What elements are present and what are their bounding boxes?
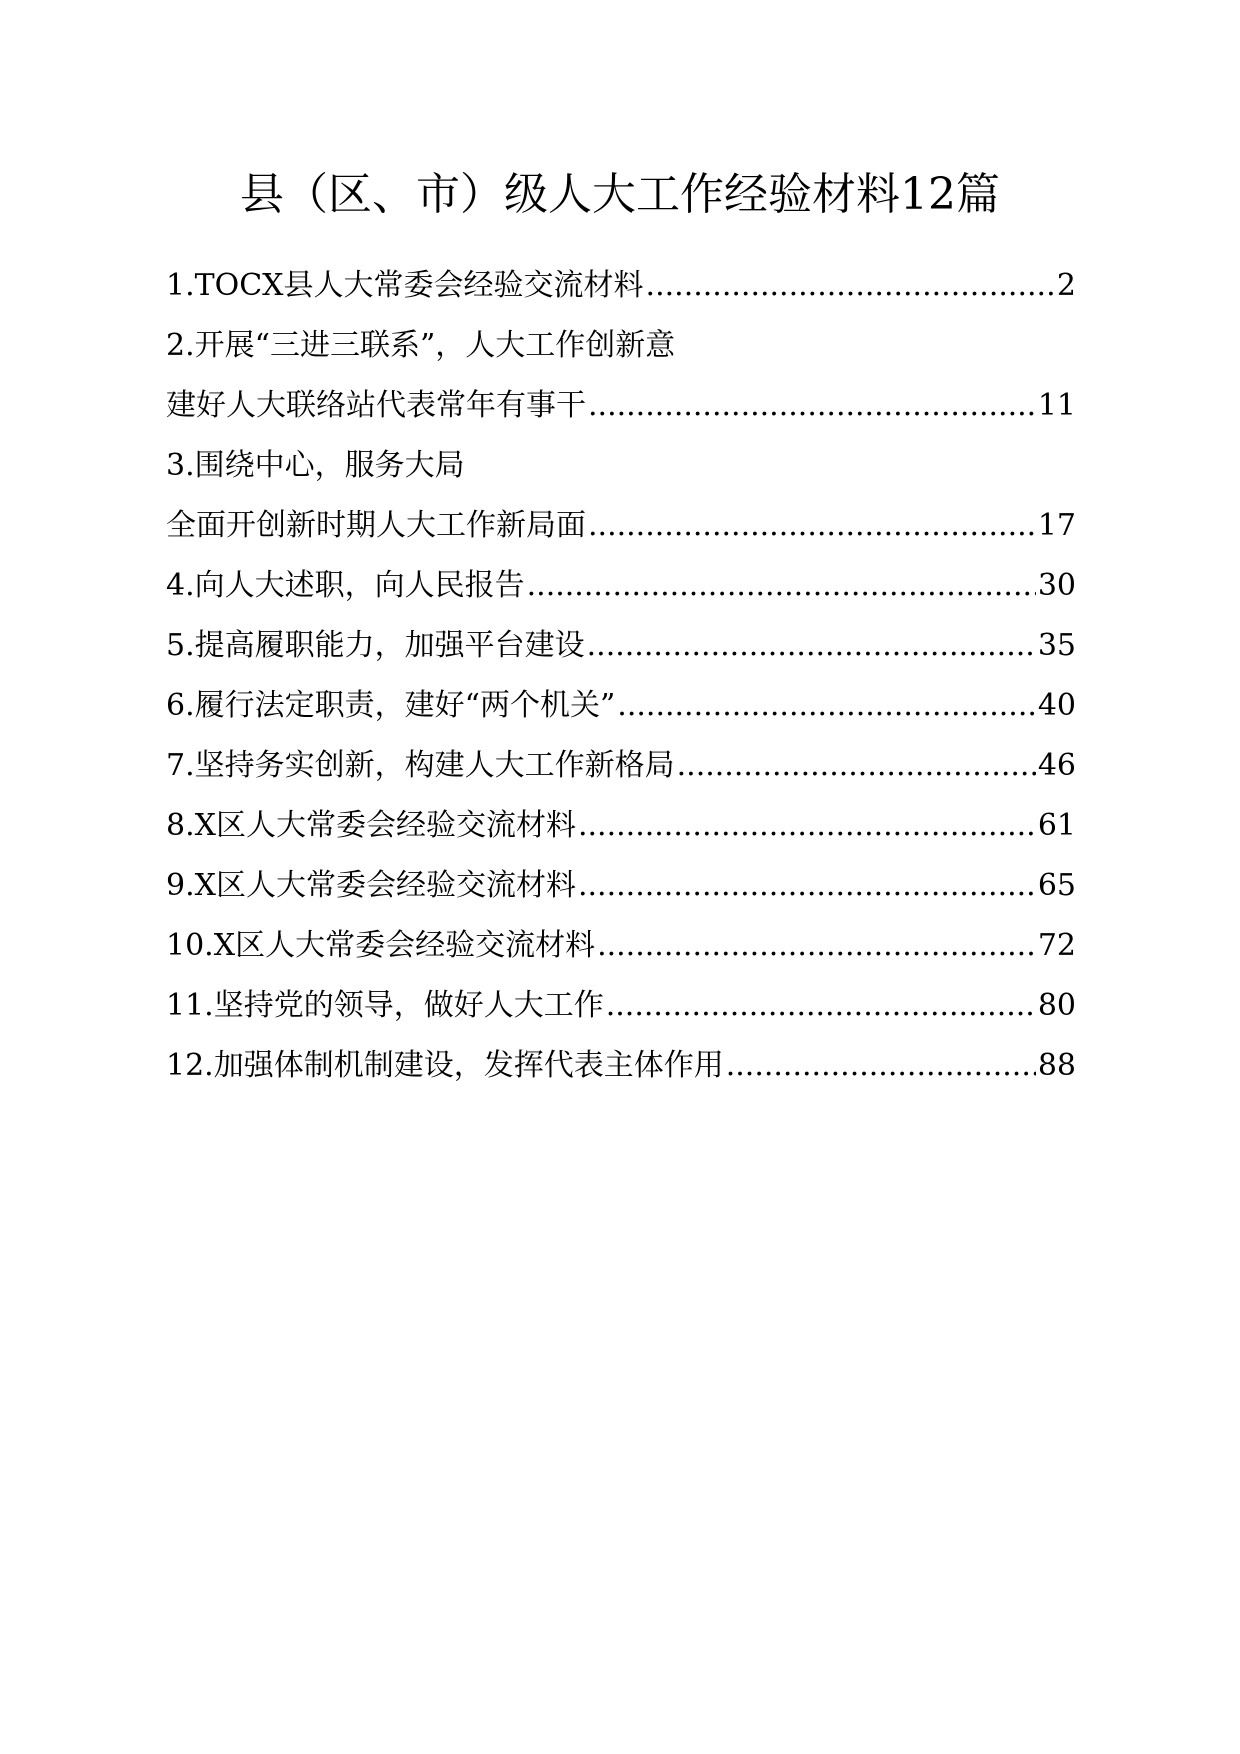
toc-entry-2[interactable] <box>166 370 1076 430</box>
toc-entry-title: 12.加强体制机制建设，发挥代表主体作用 <box>166 1048 724 1083</box>
toc-entry-2-line-1[interactable] <box>166 310 1076 370</box>
toc-entry-title: 5.提高履职能力，加强平台建设 <box>166 628 585 663</box>
toc-entry-title: 11.坚持党的领导，做好人大工作 <box>166 988 604 1023</box>
toc-entry-title: 8.X区人大常委会经验交流材料 <box>166 808 576 843</box>
toc-leader-dots <box>588 508 1036 544</box>
toc-leader-dots <box>726 1048 1036 1084</box>
toc-leader-dots <box>578 808 1036 844</box>
toc-page-number: 17 <box>1037 508 1076 543</box>
toc-page-number: 2 <box>1056 268 1076 303</box>
toc-entry-title: 1.TOCX县人大常委会经验交流材料 <box>166 268 644 303</box>
toc-entry-title: 6.履行法定职责，建好“两个机关” <box>166 688 616 723</box>
toc-page-number: 72 <box>1037 928 1076 963</box>
toc-entry-10[interactable] <box>166 910 1076 970</box>
toc-entry-3-line-1[interactable] <box>166 430 1076 490</box>
toc-leader-dots <box>587 628 1036 664</box>
toc-page-number: 35 <box>1037 628 1076 663</box>
toc-page-number: 46 <box>1037 748 1076 783</box>
toc-entry-title: 10.X区人大常委会经验交流材料 <box>166 928 596 963</box>
toc-entry-title: 3.围绕中心，服务大局 <box>166 448 465 483</box>
toc-entry-9[interactable] <box>166 850 1076 910</box>
toc-entry-title: 全面开创新时期人大工作新局面 <box>166 508 586 543</box>
toc-leader-dots <box>588 388 1036 424</box>
toc-leader-dots <box>617 688 1036 724</box>
toc-leader-dots <box>578 868 1036 904</box>
toc-page-number: 30 <box>1037 568 1076 603</box>
toc-leader-dots <box>677 748 1036 784</box>
toc-entry-title: 建好人大联络站代表常年有事干 <box>166 388 586 423</box>
toc-entry-12[interactable] <box>166 1030 1076 1090</box>
toc-leader-dots <box>527 568 1036 604</box>
toc-entry-title: 2.开展“三进三联系”，人大工作创新意 <box>166 328 676 363</box>
toc-page-number: 80 <box>1037 988 1076 1023</box>
toc-entry-1[interactable] <box>166 250 1076 310</box>
toc-page-number: 11 <box>1037 388 1076 423</box>
toc-entry-title: 7.坚持务实创新，构建人大工作新格局 <box>166 748 675 783</box>
toc-leader-dots <box>646 268 1055 304</box>
toc-leader-dots <box>606 988 1036 1024</box>
toc-entry-6[interactable] <box>166 670 1076 730</box>
toc-page-number: 65 <box>1037 868 1076 903</box>
toc-page-number: 40 <box>1037 688 1076 723</box>
document-title: 县（区、市）级人大工作经验材料12篇 <box>240 169 1000 220</box>
toc-entry-title: 4.向人大述职，向人民报告 <box>166 568 525 603</box>
toc-entry-7[interactable] <box>166 730 1076 790</box>
toc-leader-dots <box>597 928 1036 964</box>
toc-page-number: 88 <box>1037 1048 1076 1083</box>
toc-entry-11[interactable] <box>166 970 1076 1030</box>
toc-entry-8[interactable] <box>166 790 1076 850</box>
toc-entry-3[interactable] <box>166 490 1076 550</box>
table-of-contents <box>166 250 1076 1090</box>
toc-entry-title: 9.X区人大常委会经验交流材料 <box>166 868 576 903</box>
toc-page-number: 61 <box>1037 808 1076 843</box>
toc-entry-5[interactable] <box>166 610 1076 670</box>
toc-entry-4[interactable] <box>166 550 1076 610</box>
